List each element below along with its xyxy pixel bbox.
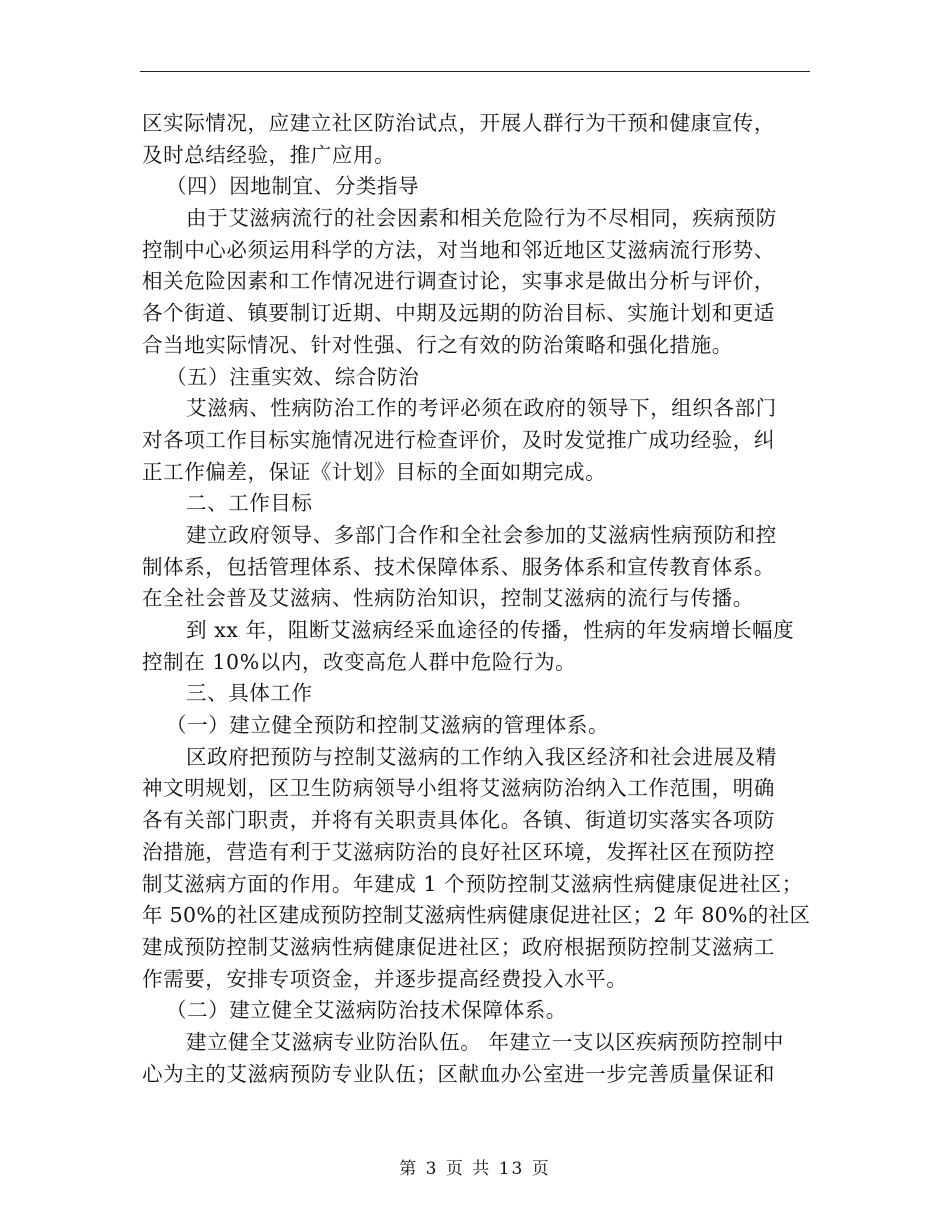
text-line: 建立政府领导、多部门合作和全社会参加的艾滋病性病预防和控 bbox=[186, 522, 777, 547]
text-line: 及时总结经验，推广应用。 bbox=[142, 142, 396, 167]
text-line: 正工作偏差，保证《计划》目标的全面如期完成。 bbox=[142, 459, 607, 484]
text-line: 制体系，包括管理体系、技术保障体系、服务体系和宣传教育体系。 bbox=[142, 554, 775, 579]
section-heading: （四）因地制宜、分类指导 bbox=[166, 174, 420, 199]
section-heading: （二）建立健全艾滋病防治技术保障体系。 bbox=[166, 998, 567, 1023]
text-line: 各有关部门职责，并将有关职责具体化。各镇、街道切实落实各项防 bbox=[142, 808, 775, 833]
text-line: 作需要，安排专项资金，并逐步提高经费投入水平。 bbox=[142, 966, 628, 991]
text-line: 制艾滋病方面的作用。年建成 1 个预防控制艾滋病性病健康促进社区； bbox=[142, 871, 803, 896]
text-line: 对各项工作目标实施情况进行检查评价，及时发觉推广成功经验，纠 bbox=[142, 427, 775, 452]
text-lines bbox=[142, 108, 810, 1090]
text-line: 在全社会普及艾滋病、性病防治知识，控制艾滋病的流行与传播。 bbox=[142, 586, 754, 611]
text-line: 区政府把预防与控制艾滋病的工作纳入我区经济和社会进展及精 bbox=[186, 744, 777, 769]
text-line: 相关危险因素和工作情况进行调查讨论，实事求是做出分析与评价， bbox=[142, 269, 775, 294]
text-line: 建立健全艾滋病专业防治队伍。 年建立一支以区疾病预防控制中 bbox=[186, 1029, 784, 1054]
section-heading: 三、具体工作 bbox=[186, 681, 313, 706]
document-body bbox=[142, 108, 810, 1090]
text-line: 各个街道、镇要制订近期、中期及远期的防治目标、实施计划和更适 bbox=[142, 301, 775, 326]
text-line: 神文明规划，区卫生防病领导小组将艾滋病防治纳入工作范围，明确 bbox=[142, 776, 775, 801]
header-rule bbox=[140, 71, 810, 72]
text-line: 区实际情况，应建立社区防治试点，开展人群行为干预和健康宣传， bbox=[142, 111, 775, 135]
text-line: 年 50%的社区建成预防控制艾滋病性病健康促进社区；2 年 80%的社区 bbox=[142, 903, 811, 928]
text-line: 治措施，营造有利于艾滋病防治的良好社区环境，发挥社区在预防控 bbox=[142, 839, 775, 864]
text-line: 建成预防控制艾滋病性病健康促进社区；政府根据预防控制艾滋病工 bbox=[142, 934, 775, 959]
text-line: 到 xx 年，阻断艾滋病经采血途径的传播，性病的年发病增长幅度 bbox=[186, 618, 795, 642]
text-line: 控制中心必须运用科学的方法，对当地和邻近地区艾滋病流行形势、 bbox=[142, 237, 775, 262]
section-heading: （五）注重实效、综合防治 bbox=[166, 364, 420, 389]
text-line: 心为主的艾滋病预防专业队伍；区献血办公室进一步完善质量保证和 bbox=[142, 1061, 775, 1086]
text-line: 合当地实际情况、针对性强、行之有效的防治策略和强化措施。 bbox=[142, 332, 733, 357]
section-heading: （一）建立健全预防和控制艾滋病的管理体系。 bbox=[166, 713, 610, 738]
text-line: 控制在 10%以内，改变高危人群中危险行为。 bbox=[142, 649, 577, 674]
text-line: 由于艾滋病流行的社会因素和相关危险行为不尽相同，疾病预防 bbox=[186, 206, 777, 231]
text-line: 艾滋病、性病防治工作的考评必须在政府的领导下，组织各部门 bbox=[186, 396, 777, 421]
page-number: 第 3 页 共 13 页 bbox=[399, 1159, 551, 1179]
section-heading: 二、工作目标 bbox=[186, 491, 313, 516]
